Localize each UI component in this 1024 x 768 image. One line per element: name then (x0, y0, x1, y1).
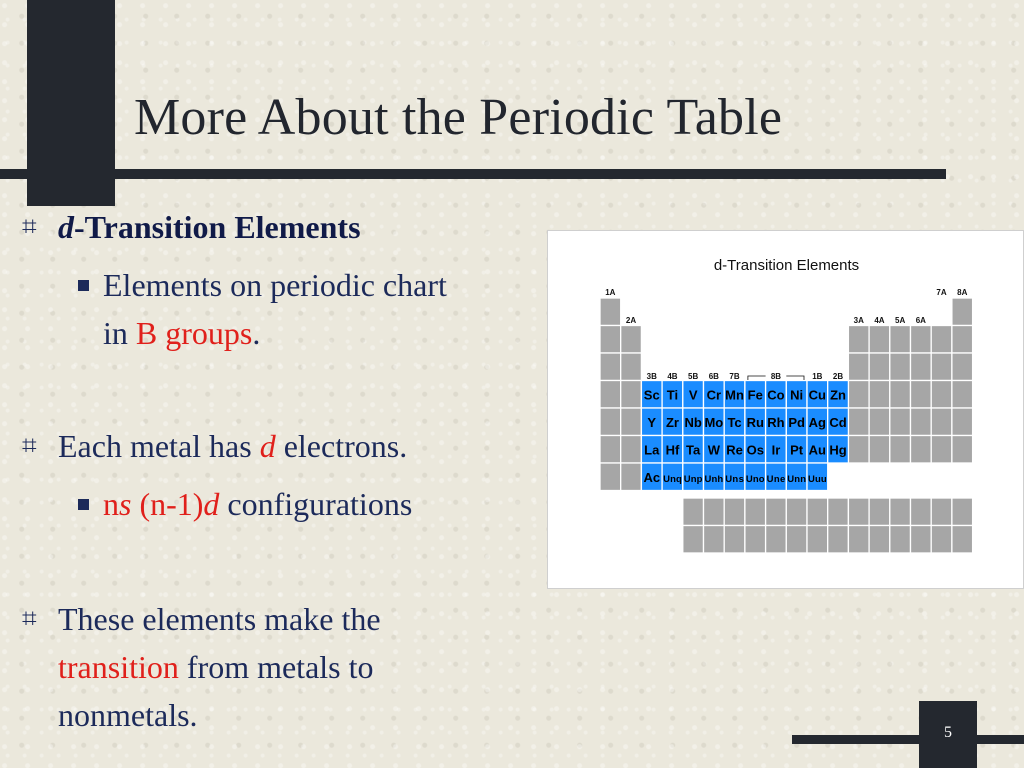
main-group-cell (890, 436, 911, 464)
main-group-cell (600, 353, 621, 381)
main-group-cell (600, 326, 621, 354)
element-symbol: Unq (663, 473, 682, 485)
main-group-cell (911, 408, 932, 436)
f-block-cell (869, 526, 890, 554)
f-block-cell (952, 526, 973, 554)
element-symbol: Une (766, 473, 786, 485)
square-bullet-icon (78, 499, 89, 510)
main-group-cell (600, 381, 621, 409)
f-block-cell (704, 526, 725, 554)
d-italic: d (58, 209, 74, 245)
decorative-title-underline (0, 169, 946, 179)
main-group-cell (600, 408, 621, 436)
element-symbol: Pd (788, 414, 805, 430)
element-symbol: Sc (643, 387, 660, 403)
main-group-cell (911, 436, 932, 464)
decorative-footer-line (792, 735, 1024, 744)
main-group-cell (931, 326, 952, 354)
element-symbol: Unh (704, 473, 724, 485)
bullet-text: -Transition Elements (74, 209, 361, 245)
f-block-cell (704, 498, 725, 526)
f-block-cell (745, 498, 766, 526)
element-symbol: Ac (643, 469, 661, 485)
element-symbol: V (688, 387, 698, 403)
element-symbol: Cd (829, 414, 847, 430)
group-label: 1A (605, 288, 616, 297)
main-group-cell (869, 436, 890, 464)
f-block-cell (724, 526, 745, 554)
main-group-cell (848, 436, 869, 464)
element-symbol: Ta (686, 442, 701, 458)
bullet-text-line3: nonmetals. (58, 697, 198, 733)
main-group-cell (848, 408, 869, 436)
element-symbol: Cr (706, 387, 722, 403)
main-group-cell (911, 381, 932, 409)
main-group-cell (869, 353, 890, 381)
element-symbol: Au (808, 442, 827, 458)
element-symbol: Zr (665, 414, 679, 430)
f-block-cell (848, 526, 869, 554)
main-group-cell (952, 326, 973, 354)
group-label: 6A (915, 316, 926, 325)
group-label: 8A (957, 288, 968, 297)
element-symbol: Uno (745, 473, 765, 485)
f-block-cell (745, 526, 766, 554)
element-symbol: Ni (790, 387, 804, 403)
element-symbol: Mo (704, 414, 724, 430)
f-block-cell (766, 498, 787, 526)
f-block-cell (807, 526, 828, 554)
element-symbol: Zn (830, 387, 846, 403)
f-block-cell (848, 498, 869, 526)
element-symbol: Co (767, 387, 785, 403)
main-group-cell (621, 436, 642, 464)
main-group-cell (621, 463, 642, 491)
f-block-cell (786, 498, 807, 526)
main-group-cell (621, 381, 642, 409)
element-symbol: Rh (767, 414, 785, 430)
main-group-cell (869, 326, 890, 354)
group-label: 3B (646, 372, 657, 381)
main-group-cell (869, 408, 890, 436)
sub-bullet-text-line2: in B groups. (103, 315, 261, 351)
f-block-cell (869, 498, 890, 526)
bullet-text-line2: transition from metals to (58, 649, 374, 685)
main-group-cell (600, 298, 621, 326)
figure-title: d-Transition Elements (713, 257, 860, 274)
element-symbol: Ir (771, 442, 781, 458)
element-symbol: Ru (746, 414, 764, 430)
element-symbol: Re (726, 442, 743, 458)
group-label: 7B (729, 372, 740, 381)
main-group-cell (600, 463, 621, 491)
square-bullet-icon (78, 280, 89, 291)
f-block-cell (828, 526, 849, 554)
main-group-cell (931, 353, 952, 381)
main-group-cell (952, 436, 973, 464)
element-symbol: La (644, 442, 660, 458)
f-block-cell (828, 498, 849, 526)
element-symbol: Cu (808, 387, 827, 403)
main-group-cell (621, 353, 642, 381)
f-block-cell (911, 498, 932, 526)
group-label: 7A (936, 288, 947, 297)
f-block-cell (766, 526, 787, 554)
group-label: 2B (832, 372, 844, 381)
main-group-cell (911, 353, 932, 381)
main-group-cell (931, 381, 952, 409)
group-label: 5A (895, 316, 906, 325)
f-block-cell (724, 498, 745, 526)
element-symbol: W (707, 442, 720, 458)
periodic-table-diagram (548, 231, 1024, 590)
group-label: 3A (853, 316, 864, 325)
hash-bullet-icon: ⌗ (22, 212, 37, 241)
slide-title: More About the Periodic Table (134, 89, 783, 146)
element-symbol: Ag (808, 414, 827, 430)
element-symbol: Hf (665, 442, 680, 458)
main-group-cell (890, 326, 911, 354)
f-block-cell (890, 498, 911, 526)
main-group-cell (621, 326, 642, 354)
main-group-cell (890, 353, 911, 381)
main-group-cell (911, 326, 932, 354)
element-symbol: Mn (725, 387, 744, 403)
f-block-cell (786, 526, 807, 554)
main-group-cell (952, 381, 973, 409)
main-group-cell (600, 436, 621, 464)
f-block-cell (931, 498, 952, 526)
group-label: 6B (708, 372, 719, 381)
main-group-cell (848, 353, 869, 381)
f-block-cell (890, 526, 911, 554)
group-label: 8B (770, 372, 782, 381)
sub-bullet-text: Elements on periodic chart (103, 267, 447, 303)
periodic-table-figure (547, 230, 1024, 589)
f-block-cell (807, 498, 828, 526)
main-group-cell (931, 408, 952, 436)
group-label: 4B (667, 372, 678, 381)
element-symbol: Y (647, 414, 657, 430)
main-group-cell (952, 408, 973, 436)
main-group-cell (890, 408, 911, 436)
main-group-cell (931, 436, 952, 464)
slide-number: 5 (944, 724, 952, 741)
element-symbol: Hg (829, 442, 847, 458)
element-symbol: Pt (790, 442, 804, 458)
main-group-cell (890, 381, 911, 409)
group-label: 2A (625, 316, 637, 325)
f-block-cell (683, 498, 704, 526)
f-block-cell (952, 498, 973, 526)
hash-bullet-icon: ⌗ (22, 604, 37, 633)
f-block-cell (683, 526, 704, 554)
element-symbol: Uuu (808, 473, 827, 485)
element-symbol: Os (746, 442, 764, 458)
element-symbol: Nb (684, 414, 702, 430)
element-symbol: Tc (727, 414, 742, 430)
main-group-cell (952, 298, 973, 326)
group-label: 5B (688, 372, 699, 381)
main-group-cell (869, 381, 890, 409)
main-group-cell (848, 381, 869, 409)
element-symbol: Ti (666, 387, 679, 403)
f-block-cell (931, 526, 952, 554)
main-group-cell (848, 326, 869, 354)
element-symbol: Fe (747, 387, 763, 403)
f-block-cell (911, 526, 932, 554)
group-label: 1B (812, 372, 823, 381)
main-group-cell (621, 408, 642, 436)
element-symbol: Unn (787, 473, 806, 485)
element-symbol: Uns (725, 473, 744, 485)
main-group-cell (952, 353, 973, 381)
element-symbol: Unp (683, 473, 703, 485)
group-label: 4A (874, 316, 885, 325)
hash-bullet-icon: ⌗ (22, 431, 37, 460)
